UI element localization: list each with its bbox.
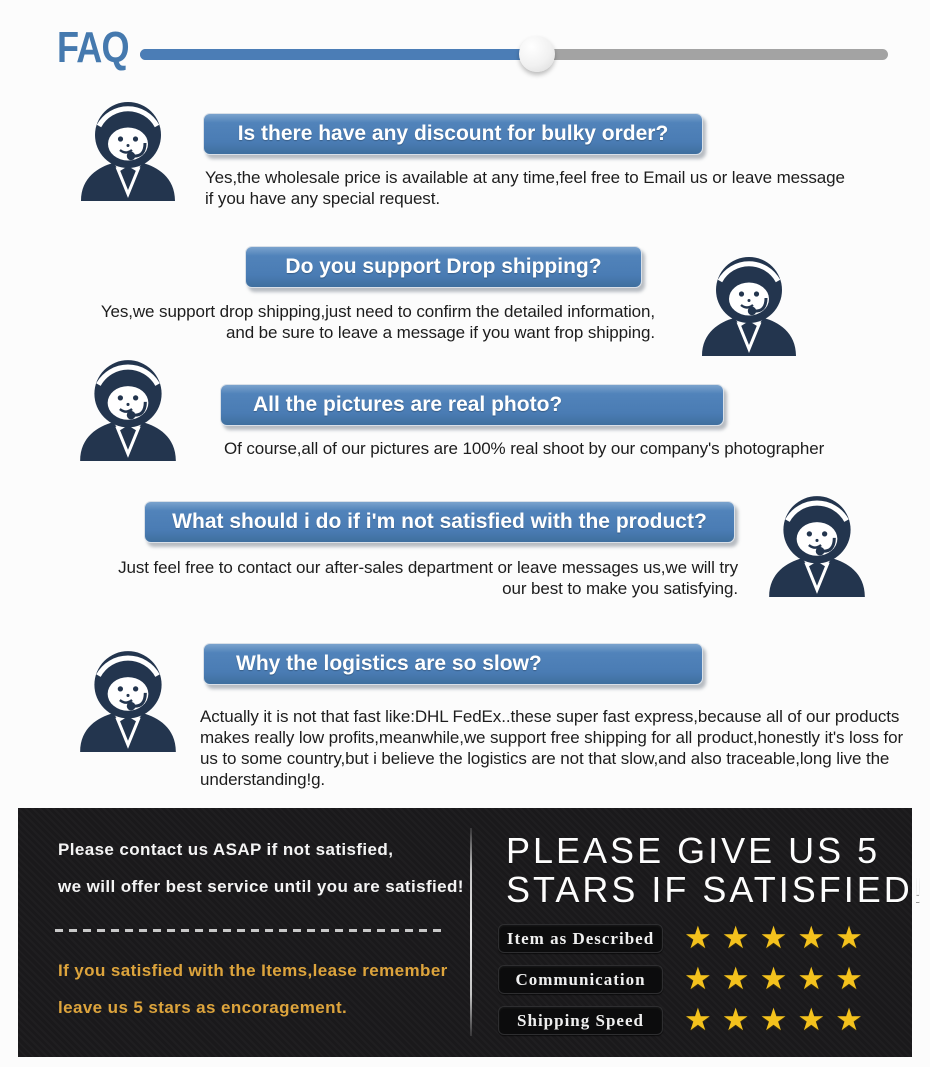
rating-label-shipping-speed: Shipping Speed bbox=[498, 1006, 663, 1035]
faq-answer bbox=[85, 301, 655, 343]
page-title: FAQ bbox=[57, 23, 129, 72]
answer-line: makes really low profits,meanwhile,we support free shipping for all product,honestly it's loss for bbox=[200, 728, 904, 747]
support-agent-icon bbox=[72, 93, 184, 203]
faq-answer bbox=[200, 706, 912, 790]
answer-line: if you have any special request. bbox=[205, 189, 440, 208]
faq-question-banner: All the pictures are real photo? bbox=[220, 384, 724, 426]
faq-question-banner: Is there have any discount for bulky order? bbox=[203, 113, 703, 155]
dashed-divider bbox=[55, 929, 447, 932]
footer-notice-line: we will offer best service until you are satisfied! bbox=[58, 877, 464, 896]
answer-line: Of course,all of our pictures are 100% real shoot by our company's photographer bbox=[224, 439, 825, 458]
faq-answer bbox=[205, 167, 885, 209]
footer-reminder-line: If you satisfied with the Items,lease remember bbox=[58, 961, 448, 980]
slider-knob[interactable] bbox=[519, 36, 555, 72]
support-agent-icon bbox=[72, 351, 184, 463]
star-icon-row: ★★★★★ bbox=[684, 1002, 873, 1038]
five-stars-cta-line: PLEASE GIVE US 5 bbox=[506, 830, 881, 871]
rating-label-communication: Communication bbox=[498, 965, 663, 994]
answer-line: Just feel free to contact our after-sales department or leave messages us,we will try bbox=[118, 558, 738, 577]
answer-line: Yes,the wholesale price is available at any time,feel free to Email us or leave message bbox=[205, 168, 845, 187]
vertical-divider bbox=[470, 828, 472, 1036]
support-agent-icon bbox=[693, 248, 805, 358]
answer-line: understanding!g. bbox=[200, 770, 326, 789]
faq-question-banner: Do you support Drop shipping? bbox=[245, 246, 642, 288]
answer-line: and be sure to leave a message if you want frop shipping. bbox=[225, 323, 655, 342]
answer-line: Yes,we support drop shipping,just need to confirm the detailed information, bbox=[100, 302, 655, 321]
faq-question-banner: What should i do if i'm not satisfied with the product? bbox=[144, 501, 735, 543]
progress-slider-track[interactable] bbox=[140, 49, 888, 60]
five-stars-cta-line: STARS IF SATISFIED! bbox=[506, 869, 926, 910]
footer-reminder-line: leave us 5 stars as encoragement. bbox=[58, 998, 348, 1017]
faq-question-banner: Why the logistics are so slow? bbox=[203, 643, 703, 685]
faq-answer bbox=[224, 438, 884, 459]
footer-notice-line: Please contact us ASAP if not satisfied, bbox=[58, 840, 394, 859]
support-agent-icon bbox=[761, 487, 873, 599]
faq-answer bbox=[108, 557, 738, 599]
footer-banner bbox=[18, 808, 926, 1057]
answer-line: our best to make you satisfying. bbox=[502, 579, 738, 598]
star-icon-row: ★★★★★ bbox=[684, 920, 873, 956]
progress-slider-fill bbox=[140, 49, 538, 60]
answer-line: Actually it is not that fast like:DHL FedEx..these super fast express,because all of our products bbox=[200, 707, 900, 726]
support-agent-icon bbox=[72, 642, 184, 754]
star-icon-row: ★★★★★ bbox=[684, 961, 873, 997]
answer-line: us to some country,but i believe the logistics are not that slow,and also traceable,long live the bbox=[200, 749, 890, 768]
rating-label-item-as-described: Item as Described bbox=[498, 924, 663, 953]
